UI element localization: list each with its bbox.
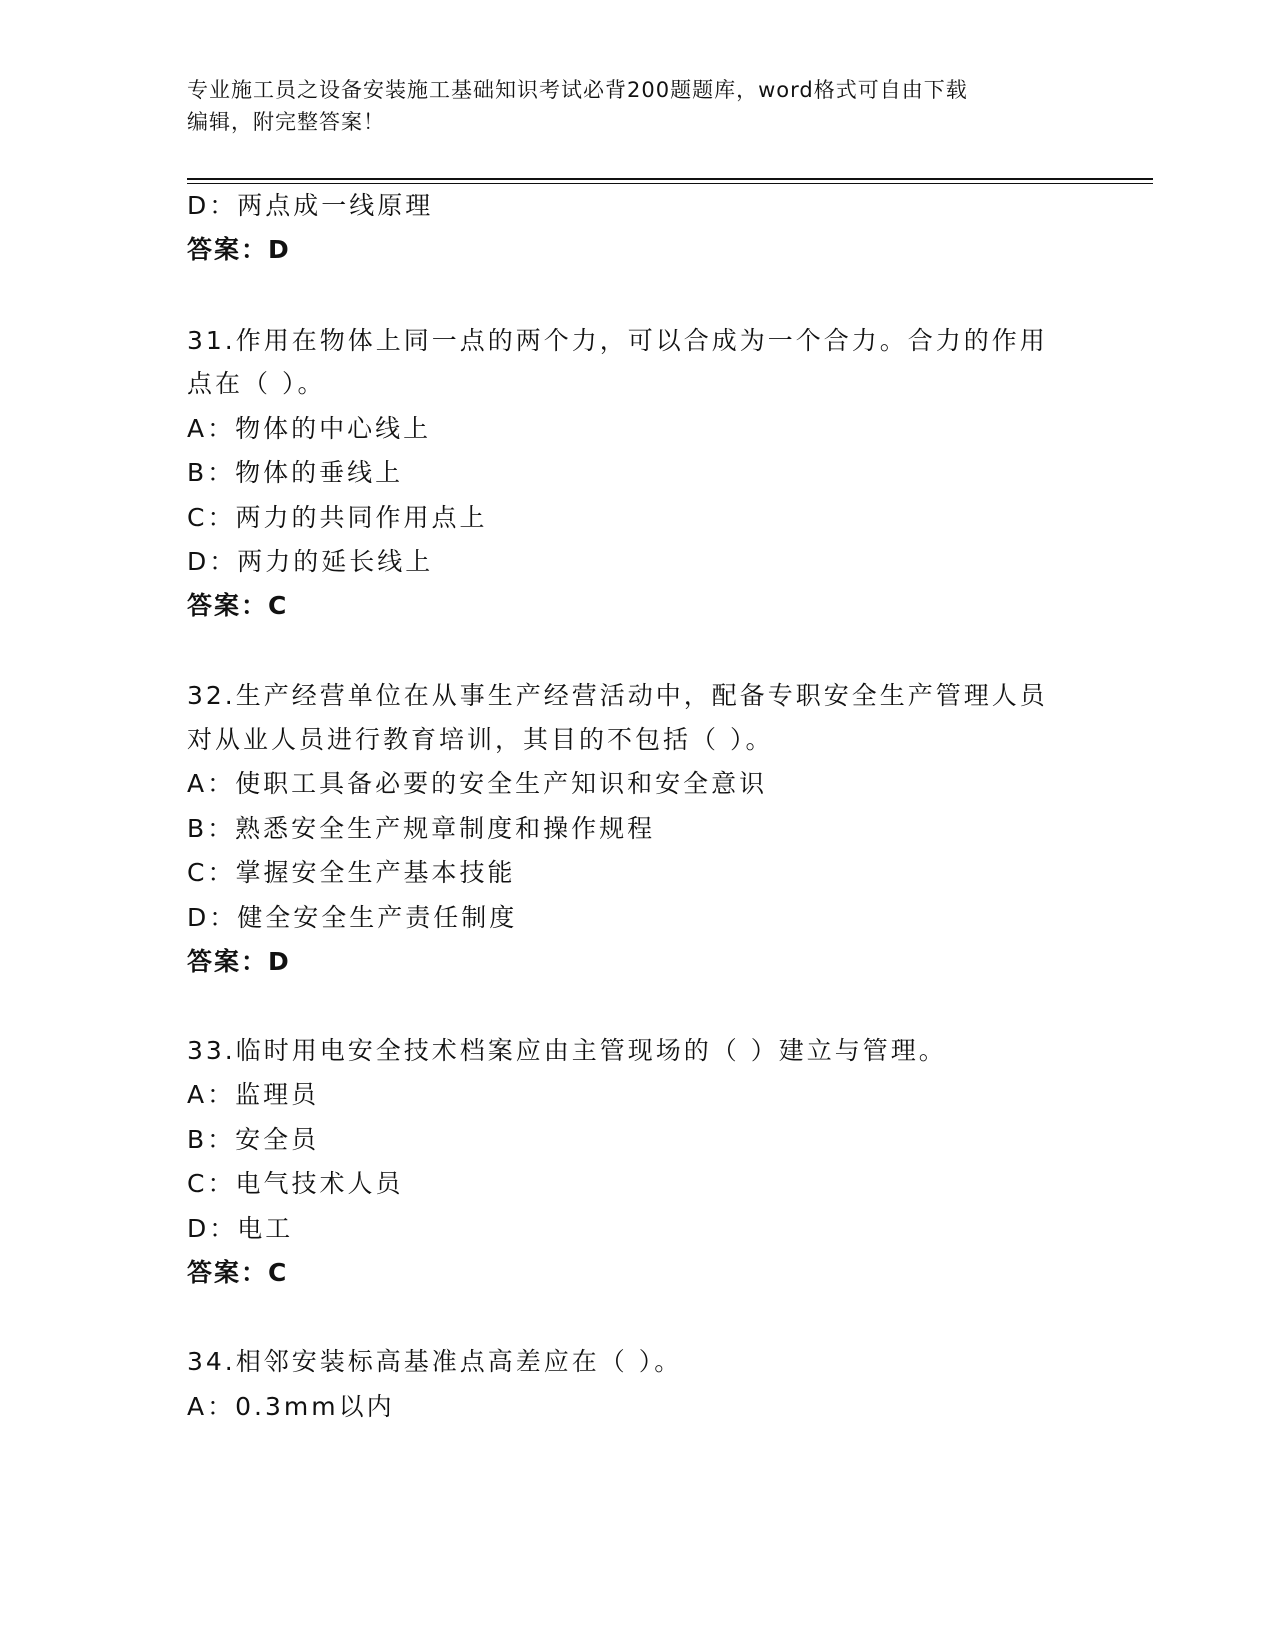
answer-33: 答案：C bbox=[187, 1258, 289, 1287]
question-32-option-d: D：健全安全生产责任制度 bbox=[187, 903, 518, 932]
question-32-line-1: 32.生产经营单位在从事生产经营活动中，配备专职安全生产管理人员 bbox=[187, 681, 1048, 710]
header-divider-thick bbox=[187, 178, 1153, 180]
question-31-option-b: B：物体的垂线上 bbox=[187, 458, 404, 487]
question-31-option-d: D：两力的延长线上 bbox=[187, 547, 434, 576]
question-33-line-1: 33.临时用电安全技术档案应由主管现场的（ ）建立与管理。 bbox=[187, 1036, 947, 1065]
question-32-option-a: A：使职工具备必要的安全生产知识和安全意识 bbox=[187, 769, 768, 798]
header-title-line-1: 专业施工员之设备安装施工基础知识考试必背200题题库，word格式可自由下载 bbox=[187, 78, 968, 102]
answer-32: 答案：D bbox=[187, 947, 291, 976]
question-33-option-a: A：监理员 bbox=[187, 1080, 320, 1109]
header-divider-thin bbox=[187, 183, 1153, 184]
question-32-line-2: 对从业人员进行教育培训，其目的不包括（ ）。 bbox=[187, 725, 774, 754]
question-31-option-a: A：物体的中心线上 bbox=[187, 414, 432, 443]
question-31-line-1: 31.作用在物体上同一点的两个力，可以合成为一个合力。合力的作用 bbox=[187, 326, 1048, 355]
question-33-option-d: D：电工 bbox=[187, 1214, 294, 1243]
question-32-option-c: C：掌握安全生产基本技能 bbox=[187, 858, 516, 887]
question-34-line-1: 34.相邻安装标高基准点高差应在（ ）。 bbox=[187, 1347, 683, 1376]
question-33-option-c: C：电气技术人员 bbox=[187, 1169, 404, 1198]
question-31-option-c: C：两力的共同作用点上 bbox=[187, 503, 488, 532]
question-31-line-2: 点在（ ）。 bbox=[187, 369, 326, 398]
question-33-option-b: B：安全员 bbox=[187, 1125, 320, 1154]
question-34-option-a: A：0.3mm以内 bbox=[187, 1392, 395, 1421]
answer-31: 答案：C bbox=[187, 591, 289, 620]
header-title-line-2: 编辑，附完整答案！ bbox=[187, 110, 385, 134]
option-d-prev: D：两点成一线原理 bbox=[187, 191, 434, 220]
answer-30: 答案：D bbox=[187, 235, 291, 264]
question-32-option-b: B：熟悉安全生产规章制度和操作规程 bbox=[187, 814, 656, 843]
document-header bbox=[187, 74, 1087, 138]
